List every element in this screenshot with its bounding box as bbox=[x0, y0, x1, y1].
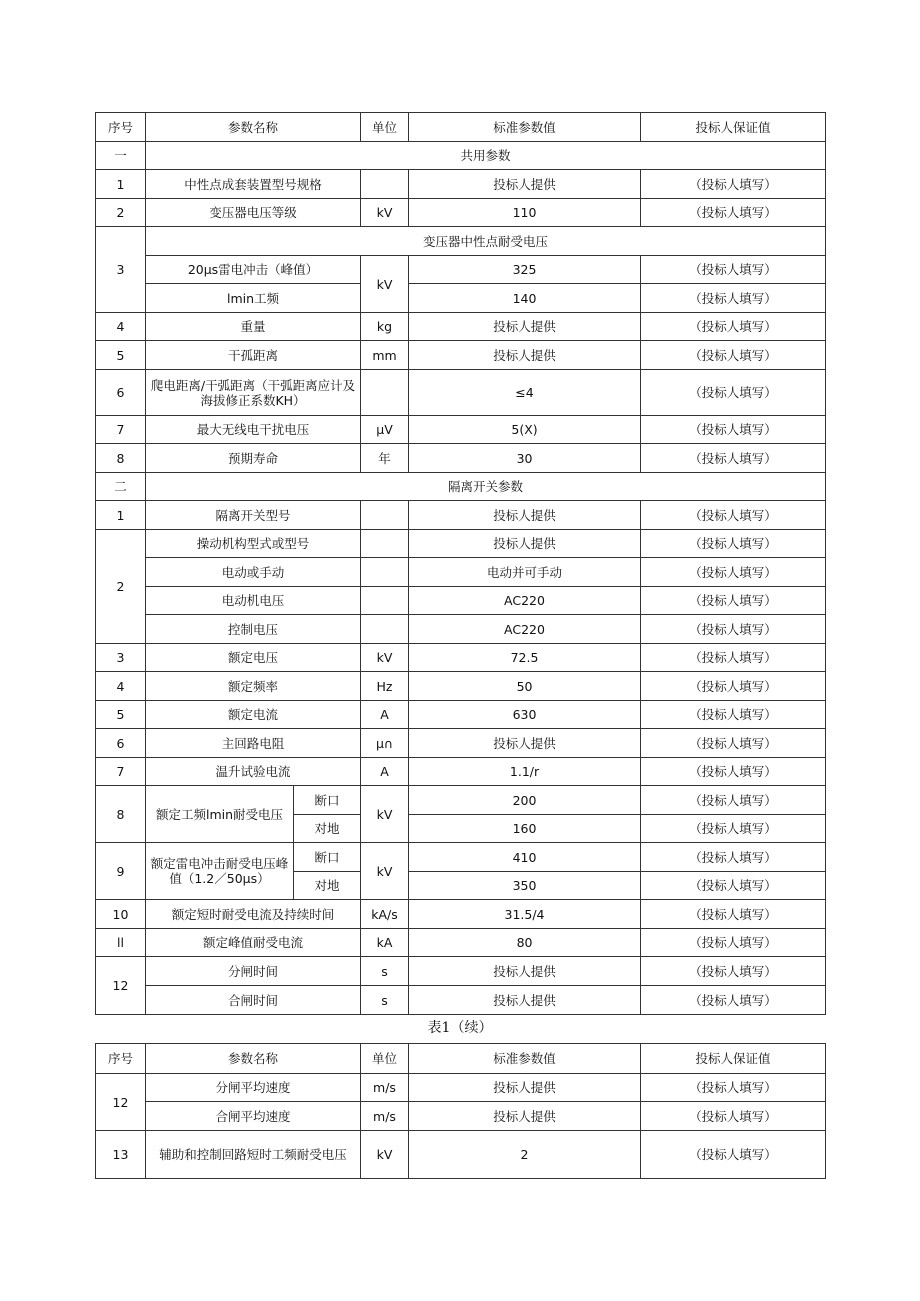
row-name: 最大无线电干扰电压 bbox=[146, 416, 361, 444]
row-sublabel: 对地 bbox=[294, 872, 361, 900]
row-unit: kV bbox=[361, 1131, 409, 1179]
row-seq: 13 bbox=[96, 1131, 146, 1179]
header-std: 标准参数值 bbox=[409, 113, 641, 142]
row-name: 额定电流 bbox=[146, 701, 361, 729]
row-unit: kA bbox=[361, 929, 409, 957]
row-guar: （投标人填写） bbox=[641, 558, 826, 587]
row-std: 投标人提供 bbox=[409, 729, 641, 758]
row-guar: （投标人填写） bbox=[641, 786, 826, 815]
table-row bbox=[96, 558, 826, 587]
table-row bbox=[96, 199, 826, 227]
row-seq: 10 bbox=[96, 900, 146, 929]
table-row bbox=[96, 758, 826, 786]
row-name: 隔离开关型号 bbox=[146, 501, 361, 530]
row-std: AC220 bbox=[409, 587, 641, 615]
group-title: 变压器中性点耐受电压 bbox=[146, 227, 826, 256]
row-guar: （投标人填写） bbox=[641, 843, 826, 872]
row-name: 分闸时间 bbox=[146, 957, 361, 986]
table-row bbox=[96, 370, 826, 416]
row-guar: （投标人填写） bbox=[641, 416, 826, 444]
row-name: 20μs雷电冲击（峰值） bbox=[146, 256, 361, 284]
header-std: 标准参数值 bbox=[409, 1044, 641, 1074]
row-unit: mm bbox=[361, 341, 409, 370]
header-unit: 单位 bbox=[361, 113, 409, 142]
row-seq: 2 bbox=[96, 199, 146, 227]
row-std: 投标人提供 bbox=[409, 986, 641, 1015]
row-std: 投标人提供 bbox=[409, 957, 641, 986]
table-row bbox=[96, 900, 826, 929]
table-row bbox=[96, 929, 826, 957]
row-guar: （投标人填写） bbox=[641, 758, 826, 786]
row-unit: μ∩ bbox=[361, 729, 409, 758]
row-name: 操动机构型式或型号 bbox=[146, 530, 361, 558]
row-seq: 3 bbox=[96, 644, 146, 672]
row-sublabel: 对地 bbox=[294, 815, 361, 843]
row-std: 200 bbox=[409, 786, 641, 815]
table-row bbox=[96, 170, 826, 199]
row-guar: （投标人填写） bbox=[641, 929, 826, 957]
header-name: 参数名称 bbox=[146, 1044, 361, 1074]
row-std: 投标人提供 bbox=[409, 530, 641, 558]
row-guar: （投标人填写） bbox=[641, 341, 826, 370]
header-seq: 序号 bbox=[96, 1044, 146, 1074]
row-seq: 1 bbox=[96, 501, 146, 530]
table-caption: 表1（续） bbox=[427, 1020, 493, 1036]
row-guar: （投标人填写） bbox=[641, 644, 826, 672]
row-unit bbox=[361, 170, 409, 199]
section-title: 共用参数 bbox=[146, 142, 826, 170]
row-std: 140 bbox=[409, 284, 641, 313]
row-std: 2 bbox=[409, 1131, 641, 1179]
row-std: 350 bbox=[409, 872, 641, 900]
row-name: 变压器电压等级 bbox=[146, 199, 361, 227]
row-name: 合闸时间 bbox=[146, 986, 361, 1015]
table-row bbox=[96, 701, 826, 729]
row-guar: （投标人填写） bbox=[641, 986, 826, 1015]
row-guar: （投标人填写） bbox=[641, 501, 826, 530]
row-unit bbox=[361, 370, 409, 416]
table-row bbox=[96, 227, 826, 256]
table-row bbox=[96, 644, 826, 672]
row-std: 110 bbox=[409, 199, 641, 227]
row-unit bbox=[361, 501, 409, 530]
row-guar: （投标人填写） bbox=[641, 256, 826, 284]
row-unit: s bbox=[361, 986, 409, 1015]
row-unit: kV bbox=[361, 199, 409, 227]
table-row bbox=[96, 256, 826, 284]
row-std: 投标人提供 bbox=[409, 341, 641, 370]
table-row bbox=[96, 986, 826, 1015]
section-seq: 二 bbox=[96, 473, 146, 501]
row-name: 额定短时耐受电流及持续时间 bbox=[146, 900, 361, 929]
table-row bbox=[96, 530, 826, 558]
row-seq: 6 bbox=[96, 729, 146, 758]
row-name: 额定雷电冲击耐受电压峰值（1.2／50μs） bbox=[146, 843, 294, 900]
row-name: 电动机电压 bbox=[146, 587, 361, 615]
row-unit: Hz bbox=[361, 672, 409, 701]
table-row bbox=[96, 1074, 826, 1102]
row-name: 中性点成套装置型号规格 bbox=[146, 170, 361, 199]
section-row bbox=[96, 142, 826, 170]
table-row bbox=[96, 284, 826, 313]
row-guar: （投标人填写） bbox=[641, 444, 826, 473]
table-row bbox=[96, 416, 826, 444]
row-guar: （投标人填写） bbox=[641, 587, 826, 615]
row-seq: 6 bbox=[96, 370, 146, 416]
table-row bbox=[96, 587, 826, 615]
row-seq: 8 bbox=[96, 444, 146, 473]
row-unit: kV bbox=[361, 644, 409, 672]
row-std: AC220 bbox=[409, 615, 641, 644]
row-std: 630 bbox=[409, 701, 641, 729]
row-seq: 7 bbox=[96, 416, 146, 444]
row-name: 额定峰值耐受电流 bbox=[146, 929, 361, 957]
table-row bbox=[96, 786, 826, 815]
table-row bbox=[96, 957, 826, 986]
table-row bbox=[96, 843, 826, 872]
row-guar: （投标人填写） bbox=[641, 1074, 826, 1102]
row-std: 160 bbox=[409, 815, 641, 843]
row-std: 投标人提供 bbox=[409, 170, 641, 199]
row-name: 分闸平均速度 bbox=[146, 1074, 361, 1102]
row-seq: ll bbox=[96, 929, 146, 957]
row-name: 重量 bbox=[146, 313, 361, 341]
row-seq: 4 bbox=[96, 672, 146, 701]
row-std: ≤4 bbox=[409, 370, 641, 416]
row-std: 电动并可手动 bbox=[409, 558, 641, 587]
section-seq: 一 bbox=[96, 142, 146, 170]
row-unit: A bbox=[361, 701, 409, 729]
row-name: 合闸平均速度 bbox=[146, 1102, 361, 1131]
parameter-table-continued bbox=[95, 1043, 826, 1179]
row-guar: （投标人填写） bbox=[641, 872, 826, 900]
row-guar: （投标人填写） bbox=[641, 1131, 826, 1179]
table-row bbox=[96, 672, 826, 701]
row-std: 投标人提供 bbox=[409, 1102, 641, 1131]
row-std: 投标人提供 bbox=[409, 313, 641, 341]
row-seq: 3 bbox=[96, 227, 146, 313]
row-guar: （投标人填写） bbox=[641, 957, 826, 986]
row-std: 325 bbox=[409, 256, 641, 284]
row-sublabel: 断口 bbox=[294, 786, 361, 815]
row-guar: （投标人填写） bbox=[641, 1102, 826, 1131]
row-unit: s bbox=[361, 957, 409, 986]
row-seq: 2 bbox=[96, 530, 146, 644]
header-guar: 投标人保证值 bbox=[641, 1044, 826, 1074]
row-name: 额定工频lmin耐受电压 bbox=[146, 786, 294, 843]
row-name: 额定电压 bbox=[146, 644, 361, 672]
row-guar: （投标人填写） bbox=[641, 729, 826, 758]
row-std: 投标人提供 bbox=[409, 1074, 641, 1102]
row-guar: （投标人填写） bbox=[641, 701, 826, 729]
row-seq: 5 bbox=[96, 701, 146, 729]
row-seq: 12 bbox=[96, 1074, 146, 1131]
parameter-table bbox=[95, 112, 826, 1015]
header-unit: 单位 bbox=[361, 1044, 409, 1074]
row-unit: m/s bbox=[361, 1074, 409, 1102]
row-name: 爬电距离/干弧距离（干弧距离应计及海拔修正系数KH） bbox=[146, 370, 361, 416]
row-unit bbox=[361, 558, 409, 587]
row-guar: （投标人填写） bbox=[641, 615, 826, 644]
row-guar: （投标人填写） bbox=[641, 170, 826, 199]
table-header-row bbox=[96, 113, 826, 142]
row-name: 电动或手动 bbox=[146, 558, 361, 587]
row-name: 主回路电阻 bbox=[146, 729, 361, 758]
row-guar: （投标人填写） bbox=[641, 199, 826, 227]
section-row bbox=[96, 473, 826, 501]
row-std: 1.1/r bbox=[409, 758, 641, 786]
row-std: 投标人提供 bbox=[409, 501, 641, 530]
header-name: 参数名称 bbox=[146, 113, 361, 142]
row-guar: （投标人填写） bbox=[641, 900, 826, 929]
row-seq: 4 bbox=[96, 313, 146, 341]
row-guar: （投标人填写） bbox=[641, 815, 826, 843]
row-guar: （投标人填写） bbox=[641, 284, 826, 313]
row-std: 50 bbox=[409, 672, 641, 701]
table-row bbox=[96, 615, 826, 644]
table-row bbox=[96, 1131, 826, 1179]
table-header-row bbox=[96, 1044, 826, 1074]
row-unit: m/s bbox=[361, 1102, 409, 1131]
row-guar: （投标人填写） bbox=[641, 530, 826, 558]
row-std: 30 bbox=[409, 444, 641, 473]
row-unit bbox=[361, 587, 409, 615]
row-seq: 12 bbox=[96, 957, 146, 1015]
row-unit: kV bbox=[361, 786, 409, 843]
header-seq: 序号 bbox=[96, 113, 146, 142]
row-std: 410 bbox=[409, 843, 641, 872]
table-row bbox=[96, 729, 826, 758]
table-row bbox=[96, 341, 826, 370]
row-name: 温升试验电流 bbox=[146, 758, 361, 786]
row-guar: （投标人填写） bbox=[641, 313, 826, 341]
row-std: 31.5/4 bbox=[409, 900, 641, 929]
row-std: 72.5 bbox=[409, 644, 641, 672]
row-guar: （投标人填写） bbox=[641, 370, 826, 416]
row-name: 预期寿命 bbox=[146, 444, 361, 473]
row-seq: 5 bbox=[96, 341, 146, 370]
row-unit: kg bbox=[361, 313, 409, 341]
row-unit bbox=[361, 530, 409, 558]
row-name: 干孤距离 bbox=[146, 341, 361, 370]
row-unit: 年 bbox=[361, 444, 409, 473]
header-guar: 投标人保证值 bbox=[641, 113, 826, 142]
row-unit: kV bbox=[361, 256, 409, 313]
row-guar: （投标人填写） bbox=[641, 672, 826, 701]
row-unit: A bbox=[361, 758, 409, 786]
row-name: 控制电压 bbox=[146, 615, 361, 644]
row-seq: 1 bbox=[96, 170, 146, 199]
table-row bbox=[96, 444, 826, 473]
row-name: 辅助和控制回路短时工频耐受电压 bbox=[146, 1131, 361, 1179]
table-row bbox=[96, 501, 826, 530]
table-row bbox=[96, 1102, 826, 1131]
row-sublabel: 断口 bbox=[294, 843, 361, 872]
row-seq: 7 bbox=[96, 758, 146, 786]
table-row bbox=[96, 313, 826, 341]
row-seq: 8 bbox=[96, 786, 146, 843]
row-unit: μV bbox=[361, 416, 409, 444]
row-unit bbox=[361, 615, 409, 644]
row-name: lmin工频 bbox=[146, 284, 361, 313]
row-unit: kA/s bbox=[361, 900, 409, 929]
row-std: 5(X) bbox=[409, 416, 641, 444]
row-unit: kV bbox=[361, 843, 409, 900]
row-seq: 9 bbox=[96, 843, 146, 900]
row-std: 80 bbox=[409, 929, 641, 957]
row-name: 额定频率 bbox=[146, 672, 361, 701]
section-title: 隔离开关参数 bbox=[146, 473, 826, 501]
